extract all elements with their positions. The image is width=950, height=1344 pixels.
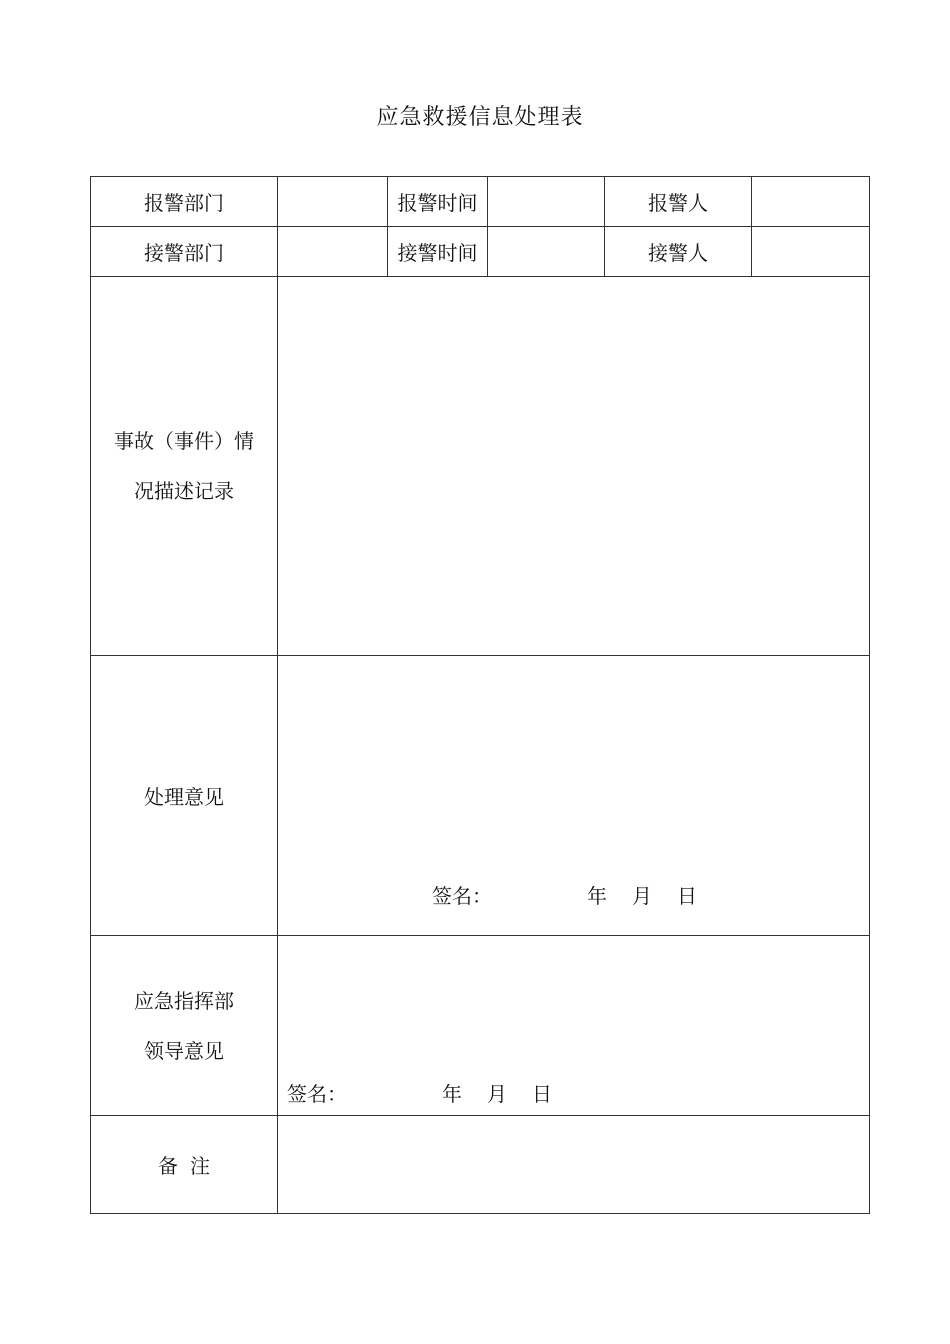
form-table [90,176,870,1214]
alarm-person-label: 报警人 [605,177,752,227]
leader-year-label: 年 [442,1082,462,1106]
handling-month-label: 月 [632,884,652,908]
remarks-label [91,1116,278,1214]
incident-label-line1: 事故（事件）情 [114,429,254,453]
handling-signature-line [432,880,697,909]
incident-description-field[interactable] [278,277,870,656]
leader-day-label: 日 [532,1082,552,1106]
leader-label [91,936,278,1116]
alarm-time-field[interactable] [488,177,605,227]
leader-signature-line [287,1078,552,1107]
receive-row [91,227,870,277]
receive-dept-field[interactable] [278,227,388,277]
leader-row [91,936,870,1116]
remarks-row [91,1116,870,1214]
handling-opinion-field[interactable] [278,656,870,936]
alarm-person-field[interactable] [752,177,870,227]
remarks-label-char1: 备 [158,1154,178,1178]
remarks-field[interactable] [278,1116,870,1214]
handling-year-label: 年 [587,884,607,908]
receive-person-label: 接警人 [605,227,752,277]
leader-sign-label: 签名： [287,1082,347,1106]
alarm-row [91,177,870,227]
receive-dept-label: 接警部门 [91,227,278,277]
handling-sign-label: 签名： [432,884,492,908]
handling-label: 处理意见 [91,656,278,936]
receive-time-field[interactable] [488,227,605,277]
leader-label-line1: 应急指挥部 [134,988,234,1013]
incident-label-line2: 况描述记录 [134,479,234,503]
handling-day-label: 日 [677,884,697,908]
receive-person-field[interactable] [752,227,870,277]
alarm-time-label: 报警时间 [388,177,488,227]
remarks-label-char2: 注 [190,1154,210,1178]
page-title: 应急救援信息处理表 [376,105,584,130]
alarm-dept-label: 报警部门 [91,177,278,227]
leader-label-line2: 领导意见 [144,1038,224,1063]
leader-opinion-field[interactable] [278,936,870,1116]
receive-time-label: 接警时间 [388,227,488,277]
handling-row [91,656,870,936]
alarm-dept-field[interactable] [278,177,388,227]
leader-month-label: 月 [487,1082,507,1106]
incident-row [91,277,870,656]
incident-label [91,277,278,656]
